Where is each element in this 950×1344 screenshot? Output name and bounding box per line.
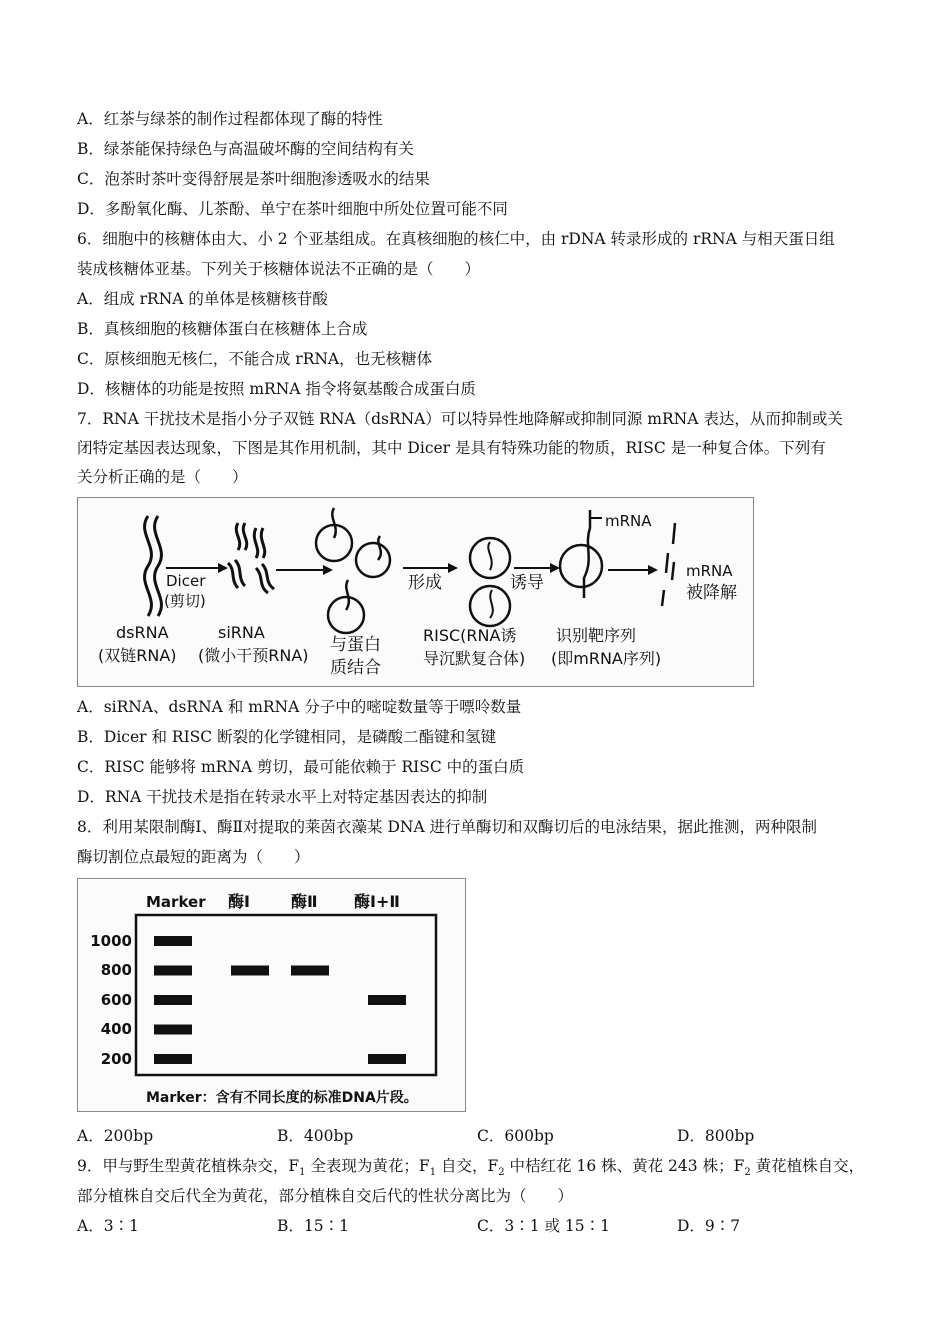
mrna-label: mRNA xyxy=(605,512,652,530)
gel-band-enzyme2-800 xyxy=(291,966,329,976)
q7-option-b: B．Dicer 和 RISC 断裂的化学键相同，是磷酸二酯键和氢键 xyxy=(77,728,497,746)
q9-stem-part: 黄花植株自交， xyxy=(750,1157,865,1175)
size-label-600: 600 xyxy=(100,991,132,1009)
protein-label-2: 质结合 xyxy=(330,658,381,678)
subscript: 1 xyxy=(299,1167,306,1179)
q5-option-d: D．多酚氧化酶、儿茶酚、单宁在茶叶细胞中所处位置可能不同 xyxy=(77,200,508,218)
q9-stem-part: 全表现为黄花；F xyxy=(305,1157,430,1175)
q9-stem-line1 xyxy=(77,1156,865,1179)
gel-band-enzyme1-800 xyxy=(231,966,269,976)
q8-option-d: D．800bp xyxy=(677,1127,755,1145)
q6-stem-line1: 6．细胞中的核糖体由大、小 2 个亚基组成。在真核细胞的核仁中，由 rDNA 转录形成的 rRNA 与相天蛋日组 xyxy=(77,230,835,248)
q8-option-a: A．200bp xyxy=(77,1127,154,1145)
size-label-400: 400 xyxy=(100,1020,132,1038)
form-label: 形成 xyxy=(408,573,442,593)
q9-stem-part: 自交，F xyxy=(436,1157,499,1175)
lane-label-enzyme2: 酶Ⅱ xyxy=(291,892,318,911)
subscript: 2 xyxy=(744,1167,751,1179)
subscript: 2 xyxy=(498,1167,505,1179)
sirna-sub-label: (微小干预RNA) xyxy=(198,646,309,665)
q6-option-c: C．原核细胞无核仁，不能合成 rRNA，也无核糖体 xyxy=(77,350,433,368)
size-label-800: 800 xyxy=(100,961,132,979)
induce-label: 诱导 xyxy=(510,573,544,593)
gel-band-marker-800 xyxy=(154,966,192,976)
q8-stem-line1: 8．利用某限制酶Ⅰ、酶Ⅱ对提取的莱茵衣藻某 DNA 进行单酶切和双酶切后的电泳结果，据此推测，两种限制 xyxy=(77,818,818,836)
dsrna-strand xyxy=(155,516,162,616)
gel-band-marker-400 xyxy=(154,1025,192,1035)
q9-stem-part: 9．甲与野生型黄花植株杂交，F xyxy=(77,1157,300,1175)
q7-stem-line3: 关分析正确的是（ ） xyxy=(77,468,248,486)
q5-option-b: B．绿茶能保持绿色与高温破坏酶的空间结构有关 xyxy=(77,140,414,158)
recognize-label-1: 识别靶序列 xyxy=(556,626,637,645)
q9-option-c: C．3∶1 或 15∶1 xyxy=(477,1217,611,1235)
gel-band-enzyme12-600 xyxy=(368,995,406,1005)
q8-option-b: B．400bp xyxy=(277,1127,354,1145)
q9-stem-line2: 部分植株自交后代全为黄花，部分植株自交后代的性状分离比为（ ） xyxy=(77,1187,574,1205)
dicer-label: Dicer xyxy=(166,572,206,590)
dsrna-strand xyxy=(145,516,152,616)
q9-stem-part: 中桔红花 16 株、黄花 243 株；F xyxy=(504,1157,745,1175)
risc-label-2: 导沉默复合体) xyxy=(423,649,526,668)
gel-band-marker-600 xyxy=(154,995,192,1005)
q7-stem-line1: 7．RNA 干扰技术是指小分子双链 RNA（dsRNA）可以特异性地降解或抑制同源 mRNA 表达，从而抑制或关 xyxy=(77,410,843,428)
lane-label-enzyme1: 酶Ⅰ xyxy=(228,892,250,911)
lane-label-enzyme12: 酶Ⅰ+Ⅱ xyxy=(354,892,400,911)
q6-option-d: D．核糖体的功能是按照 mRNA 指令将氨基酸合成蛋白质 xyxy=(77,380,476,398)
sirna-label: siRNA xyxy=(218,623,265,642)
dsrna-label: dsRNA xyxy=(116,623,169,642)
q7-option-d: D．RNA 干扰技术是指在转录水平上对特定基因表达的抑制 xyxy=(77,788,488,806)
gel-bands xyxy=(154,936,406,1064)
gel-band-enzyme12-200 xyxy=(368,1054,406,1064)
q8-options xyxy=(77,1126,877,1146)
q5-option-c: C．泡茶时茶叶变得舒展是茶叶细胞渗透吸水的结果 xyxy=(77,170,430,188)
protein-label-1: 与蛋白 xyxy=(330,635,381,655)
q7-option-a: A．siRNA、dsRNA 和 mRNA 分子中的嘧啶数量等于嘌呤数量 xyxy=(77,698,522,716)
size-label-200: 200 xyxy=(100,1050,132,1068)
gel-band-marker-1000 xyxy=(154,936,192,946)
lane-label-marker: Marker xyxy=(146,893,206,911)
q9-option-a: A．3∶1 xyxy=(77,1217,139,1235)
size-label-1000: 1000 xyxy=(90,932,132,950)
q7-option-c: C．RISC 能够将 mRNA 剪切，最可能依赖于 RISC 中的蛋白质 xyxy=(77,758,525,776)
q6-stem-line2: 装成核糖体亚基。下列关于核糖体说法不正确的是（ ） xyxy=(77,260,481,278)
mrna-degraded-label-1: mRNA xyxy=(686,562,733,580)
q6-option-b: B．真核细胞的核糖体蛋白在核糖体上合成 xyxy=(77,320,368,338)
gel-caption: Marker：含有不同长度的标准DNA片段。 xyxy=(146,1090,418,1106)
cut-label: (剪切) xyxy=(164,592,206,610)
q8-option-c: C．600bp xyxy=(477,1127,554,1145)
q6-option-a: A．组成 rRNA 的单体是核糖核苷酸 xyxy=(77,290,328,308)
risc-label-1: RISC(RNA诱 xyxy=(423,626,517,645)
dsrna-sub-label: (双链RNA) xyxy=(98,646,177,665)
gel-electrophoresis-figure xyxy=(77,878,466,1112)
q7-stem-line2: 闭特定基因表达现象，下图是其作用机制，其中 Dicer 是具有特殊功能的物质，RISC 是一种复合体。下列有 xyxy=(77,439,826,457)
gel-band-marker-200 xyxy=(154,1054,192,1064)
q8-stem-line2: 酶切割位点最短的距离为（ ） xyxy=(77,848,310,866)
recognize-label-2: (即mRNA序列) xyxy=(551,649,662,668)
q9-option-d: D．9∶7 xyxy=(677,1217,741,1235)
q5-option-a: A．红茶与绿茶的制作过程都体现了酶的特性 xyxy=(77,110,383,128)
rnai-mechanism-figure xyxy=(77,497,754,687)
q9-option-b: B．15∶1 xyxy=(277,1217,349,1235)
mrna-degraded-label-2: 被降解 xyxy=(686,583,737,603)
subscript: 1 xyxy=(429,1167,437,1179)
q9-options xyxy=(77,1216,877,1236)
